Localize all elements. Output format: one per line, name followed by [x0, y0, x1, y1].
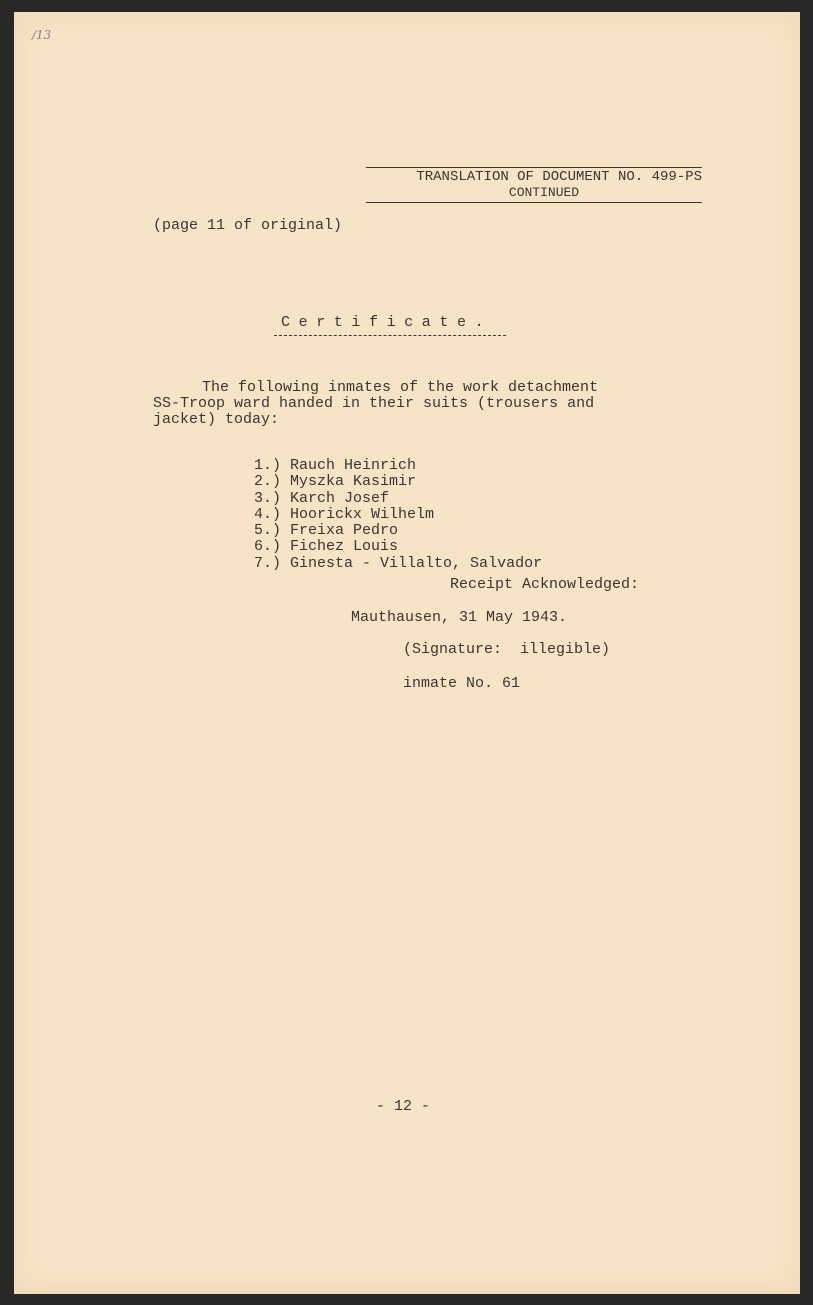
list-item-name: Karch Josef	[290, 489, 390, 507]
list-item-number: 6.)	[254, 538, 282, 556]
body-line-1: The following inmates of the work detachment	[202, 379, 599, 396]
body-line-3: jacket) today:	[153, 411, 280, 428]
header-title: TRANSLATION OF DOCUMENT NO. 499-PS	[416, 169, 702, 185]
list-item	[254, 556, 542, 572]
list-item-name: Freixa Pedro	[290, 522, 399, 540]
list-item-number: 3.)	[254, 489, 282, 507]
list-item-number: 1.)	[254, 457, 282, 474]
list-item-name: Rauch Heinrich	[290, 457, 417, 474]
place-date: Mauthausen, 31 May 1943.	[351, 609, 568, 626]
list-item-number: 5.)	[254, 522, 282, 540]
list-item-name: Myszka Kasimir	[290, 473, 417, 491]
list-item-name: Hoorickx Wilhelm	[290, 505, 435, 523]
list-item	[254, 474, 542, 490]
inmate-list	[254, 458, 542, 572]
corner-mark: /13	[32, 28, 52, 42]
receipt-acknowledged: Receipt Acknowledged:	[450, 576, 640, 593]
signature-note: (Signature: illegible)	[403, 641, 611, 658]
list-item-number: 4.)	[254, 505, 282, 523]
header-bottom-rule	[366, 202, 702, 203]
list-item	[254, 523, 542, 539]
header-top-rule	[366, 167, 702, 168]
list-item-name: Fichez Louis	[290, 538, 399, 556]
page-number: - 12 -	[376, 1098, 431, 1115]
inmate-number: inmate No. 61	[403, 675, 521, 692]
list-item	[254, 458, 542, 474]
list-item-name: Ginesta - Villalto, Salvador	[290, 554, 543, 572]
certificate-title: Certificate.	[281, 314, 493, 331]
page-reference: (page 11 of original)	[153, 217, 343, 234]
header-subtitle: CONTINUED	[508, 185, 580, 200]
list-item	[254, 507, 542, 523]
list-item-number: 7.)	[254, 554, 282, 572]
list-item	[254, 491, 542, 507]
title-underline	[274, 335, 506, 336]
document-header	[366, 167, 702, 203]
list-item	[254, 539, 542, 555]
document-page	[14, 12, 800, 1294]
body-line-2: SS-Troop ward handed in their suits (trousers and	[153, 395, 595, 412]
list-item-number: 2.)	[254, 473, 282, 491]
